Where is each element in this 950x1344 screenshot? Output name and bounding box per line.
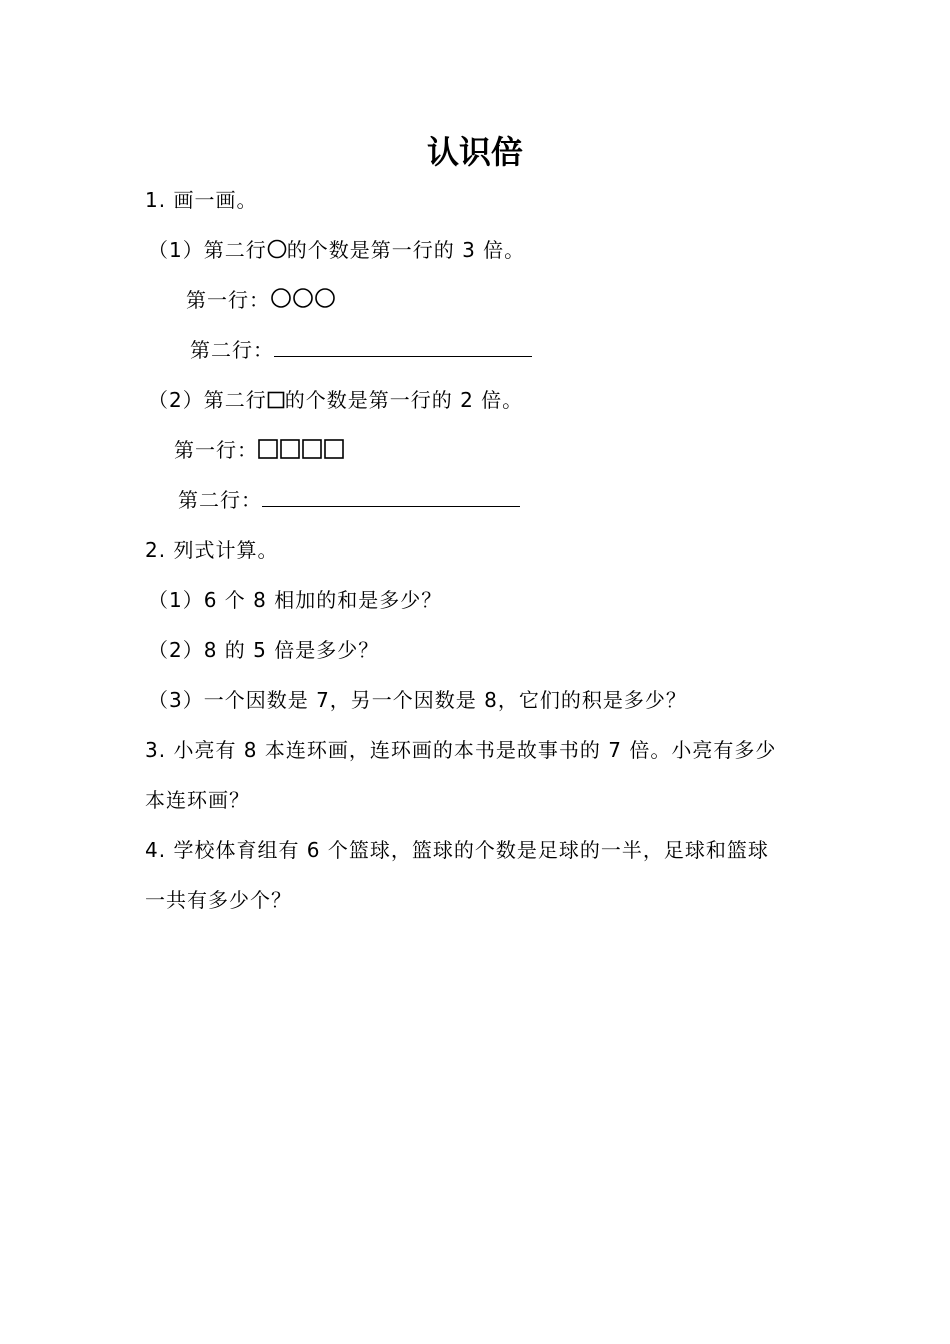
q1-part2-prefix: （2）第二行 bbox=[148, 388, 267, 412]
square-icon bbox=[303, 440, 321, 458]
circle-icon bbox=[272, 289, 290, 307]
q1-part1-prefix: （1）第二行 bbox=[148, 238, 267, 262]
q4-line2: 一共有多少个？ bbox=[145, 888, 292, 912]
q2-item: （1）6 个 8 相加的和是多少？ bbox=[148, 588, 443, 612]
q1-part2-prompt bbox=[148, 386, 523, 416]
circle-row bbox=[270, 287, 336, 316]
q1-part1-row2 bbox=[190, 336, 532, 364]
q1-part2-row1 bbox=[174, 436, 346, 466]
answer-blank[interactable] bbox=[274, 338, 532, 357]
q3-line1: 3. 小亮有 8 本连环画，连环画的本书是故事书的 7 倍。小亮有多少 bbox=[145, 738, 777, 762]
q1-part1-row2-label: 第二行： bbox=[190, 338, 274, 362]
q1-part1-row1-label: 第一行： bbox=[186, 288, 270, 312]
q1-part1-suffix: 的个数是第一行的 3 倍。 bbox=[286, 238, 526, 262]
q3-line2: 本连环画？ bbox=[145, 788, 250, 812]
q2-item: （2）8 的 5 倍是多少？ bbox=[148, 638, 380, 662]
q2-item: （3）一个因数是 7，另一个因数是 8，它们的积是多少？ bbox=[148, 688, 687, 712]
q1-part2-row2 bbox=[178, 486, 520, 514]
page-title: 认识倍 bbox=[426, 133, 523, 171]
circle-icon bbox=[267, 238, 287, 266]
square-icon bbox=[267, 388, 285, 416]
q1-part2-suffix: 的个数是第一行的 2 倍。 bbox=[284, 388, 524, 412]
q1-part2-row2-label: 第二行： bbox=[178, 488, 262, 512]
q1-heading: 1. 画一画。 bbox=[145, 188, 258, 212]
q1-part2-row1-label: 第一行： bbox=[174, 438, 258, 462]
q1-part1-prompt bbox=[148, 236, 525, 266]
circle-icon bbox=[294, 289, 312, 307]
q4-line1: 4. 学校体育组有 6 个篮球，篮球的个数是足球的一半，足球和篮球 bbox=[145, 838, 769, 862]
circle-icon bbox=[316, 289, 334, 307]
q2-heading: 2. 列式计算。 bbox=[145, 538, 279, 562]
answer-blank[interactable] bbox=[262, 488, 520, 507]
square-icon bbox=[281, 440, 299, 458]
q1-part1-row1 bbox=[186, 286, 336, 316]
square-icon bbox=[259, 440, 277, 458]
square-row bbox=[258, 438, 346, 466]
square-icon bbox=[325, 440, 343, 458]
